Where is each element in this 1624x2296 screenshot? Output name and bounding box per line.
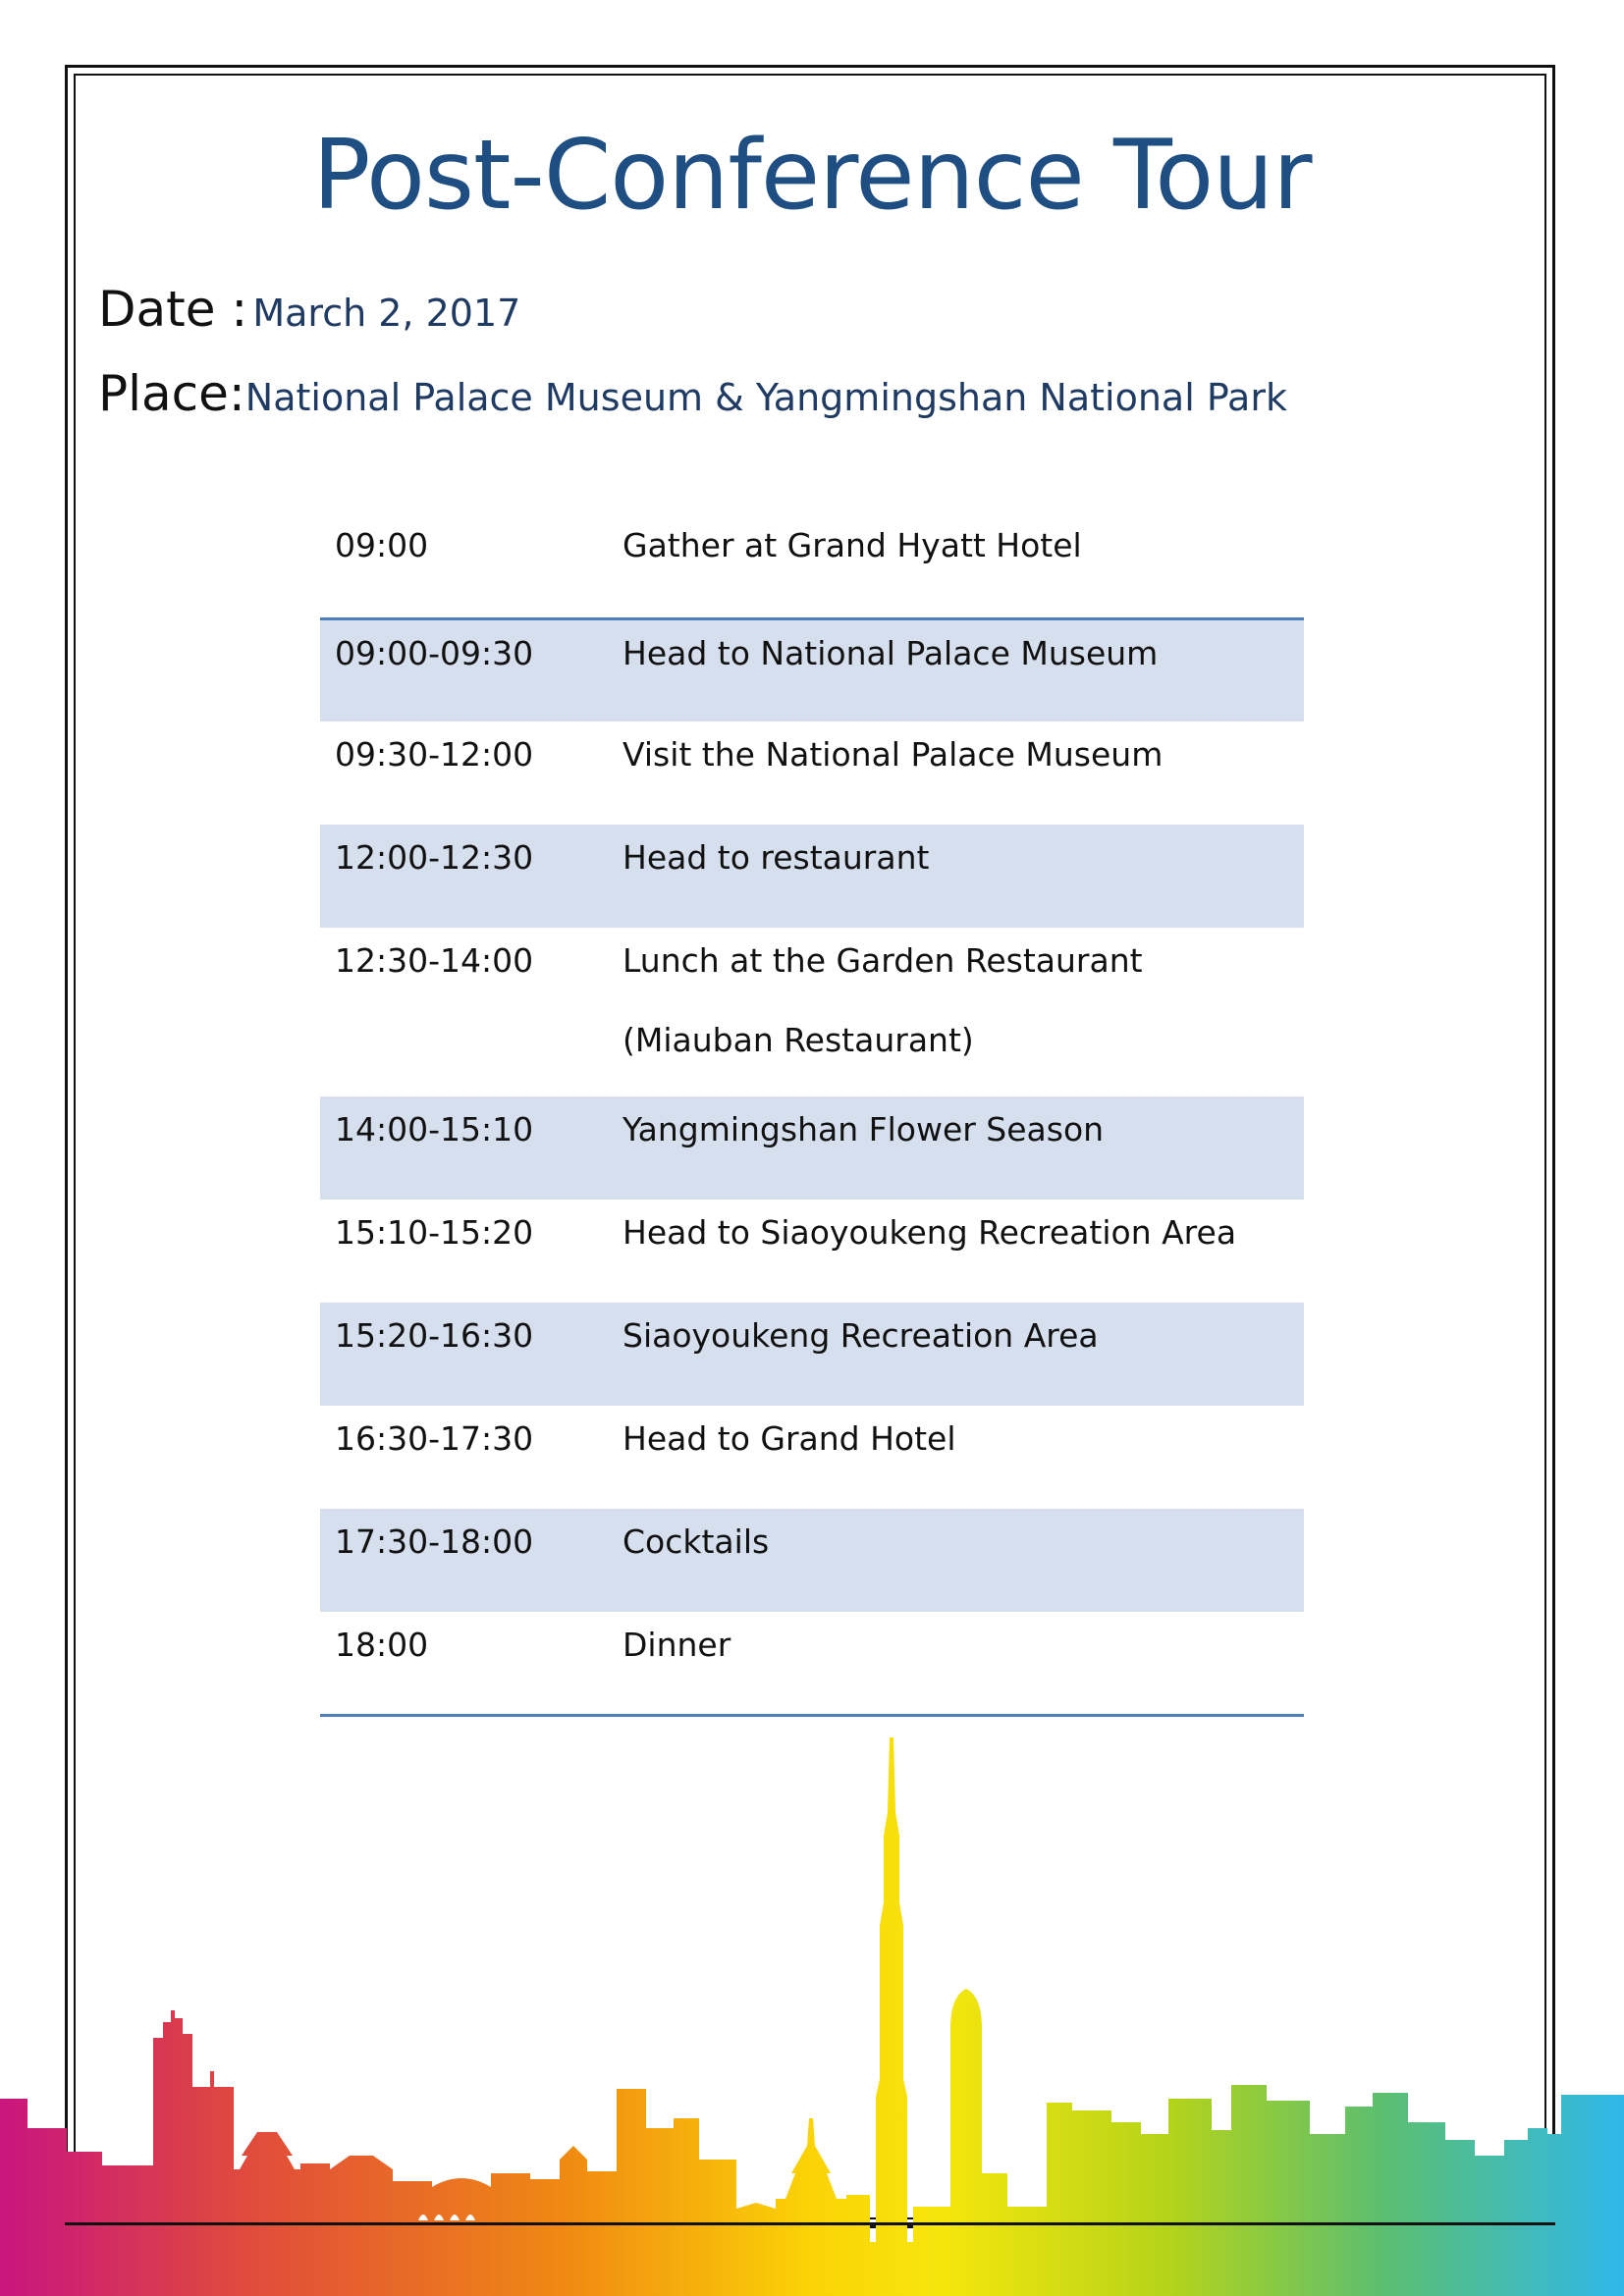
schedule-time: 17:30-18:00	[320, 1509, 608, 1612]
schedule-activity: Head to National Palace Museum	[608, 618, 1304, 721]
schedule-activity: Head to restaurant	[608, 825, 1304, 928]
date-label: Date :	[98, 281, 248, 338]
schedule-time: 14:00-15:10	[320, 1096, 608, 1200]
schedule-time: 09:00-09:30	[320, 618, 608, 721]
schedule-activity-cell	[608, 928, 1304, 1096]
place-value: National Palace Museum & Yangmingshan National Park	[244, 376, 1287, 419]
schedule-activity: Head to Siaoyoukeng Recreation Area	[623, 1213, 1237, 1252]
schedule-activity: Gather at Grand Hyatt Hotel	[608, 497, 1304, 618]
schedule-activity: Head to Grand Hotel	[623, 1419, 956, 1458]
schedule-activity: Visit the National Palace Museum	[623, 735, 1164, 774]
schedule-activity: Lunch at the Garden Restaurant	[623, 941, 1143, 980]
schedule-activity-note: (Miauban Restaurant)	[623, 1021, 974, 1059]
schedule-time: 12:30-14:00	[335, 941, 534, 980]
schedule-time: 16:30-17:30	[335, 1419, 534, 1458]
table-row	[320, 825, 1304, 928]
frame-bottom-line	[65, 2222, 1555, 2225]
schedule-activity: Yangmingshan Flower Season	[608, 1096, 1304, 1200]
table-row	[320, 1406, 1304, 1509]
table-row	[320, 928, 1304, 1096]
place-line	[98, 365, 1287, 422]
schedule-activity: Cocktails	[608, 1509, 1304, 1612]
table-row	[320, 1096, 1304, 1200]
schedule-time: 12:00-12:30	[320, 825, 608, 928]
schedule-time: 09:30-12:00	[335, 735, 534, 774]
schedule-time: 15:20-16:30	[320, 1303, 608, 1406]
place-label: Place:	[98, 365, 245, 422]
schedule-activity: Siaoyoukeng Recreation Area	[608, 1303, 1304, 1406]
date-line	[98, 281, 520, 338]
schedule-activity: Dinner	[608, 1612, 1304, 1715]
table-row	[320, 1612, 1304, 1715]
schedule-time: 09:00	[320, 497, 608, 618]
table-row	[320, 1303, 1304, 1406]
table-row	[320, 1509, 1304, 1612]
schedule-time: 15:10-15:20	[335, 1213, 534, 1252]
table-row	[320, 618, 1304, 721]
schedule-time: 18:00	[320, 1612, 608, 1715]
skyline-buildings	[0, 1737, 1624, 2296]
city-skyline-illustration	[0, 1728, 1624, 2296]
date-value: March 2, 2017	[252, 292, 521, 335]
table-row	[320, 497, 1304, 618]
page-title: Post-Conference Tour	[312, 120, 1312, 232]
table-row	[320, 721, 1304, 825]
schedule-table	[320, 497, 1304, 1717]
table-row	[320, 1200, 1304, 1303]
